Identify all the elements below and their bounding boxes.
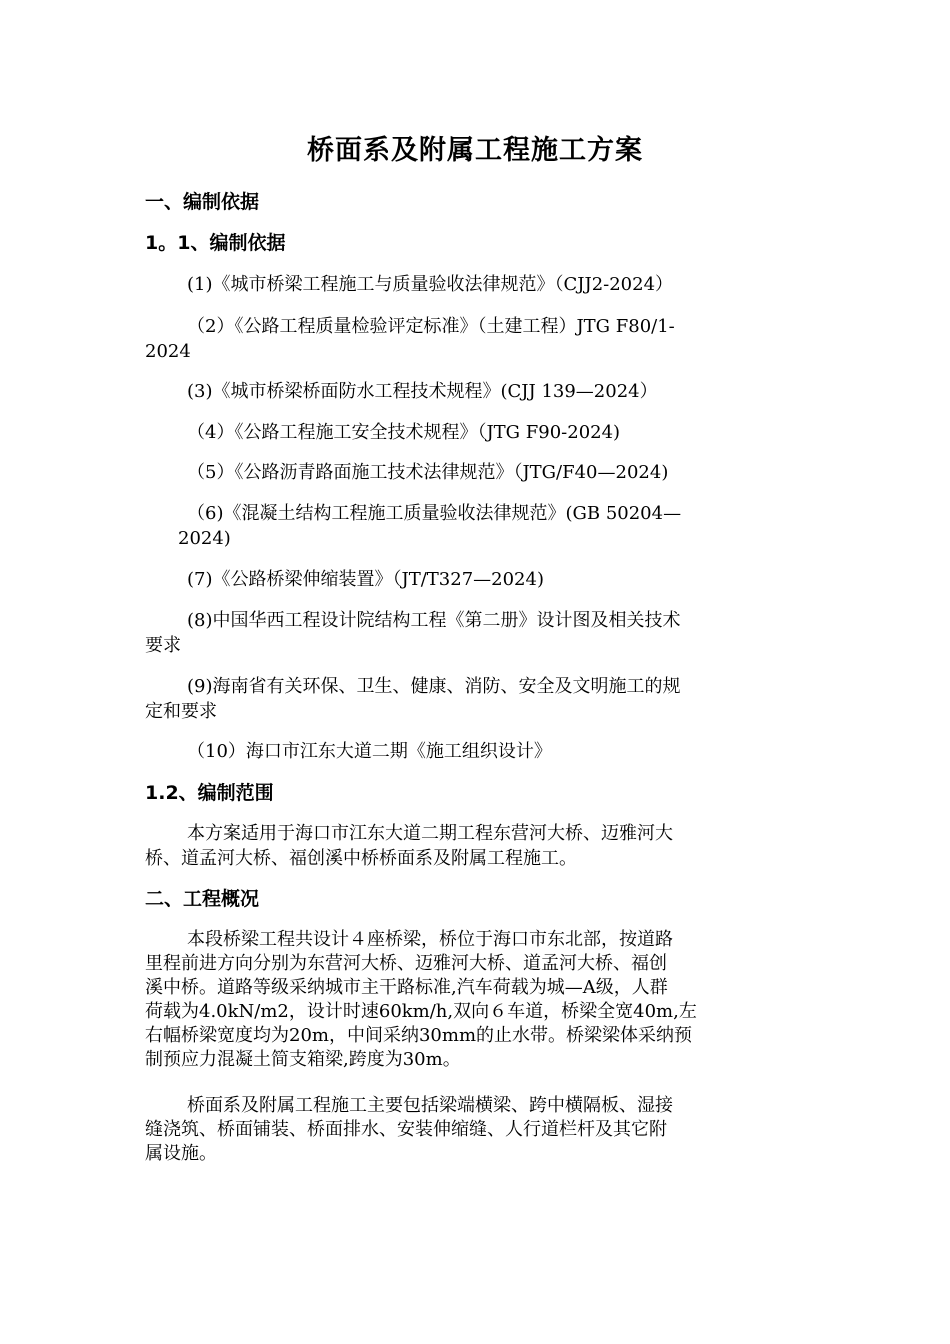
overview-paragraph-2-line-2: 缝浇筑、桥面铺装、桥面排水、安装伸缩缝、人行道栏杆及其它附 [145, 1119, 667, 1140]
section-heading-basis: 一、编制依据 [145, 191, 260, 213]
reference-item-3: (3)《城市桥梁桥面防水工程技术规程》(CJJ 139—2024） [187, 381, 658, 402]
reference-item-5: （5）《公路沥青路面施工技术法律规范》（JTG/F40—2024) [187, 462, 669, 483]
overview-paragraph-1-line-1: 本段桥梁工程共设计４座桥梁，桥位于海口市东北部，按道路 [187, 929, 673, 950]
reference-item-8: (8)中国华西工程设计院结构工程《第二册》设计图及相关技术 [187, 610, 681, 631]
overview-paragraph-1-line-3: 溪中桥。道路等级采纳城市主干路标准,汽车荷载为城—A级，人群 [145, 977, 668, 998]
reference-item-2-cont: 2024 [145, 341, 191, 362]
scope-paragraph-line-2: 桥、道孟河大桥、福创溪中桥桥面系及附属工程施工。 [145, 848, 577, 869]
scope-paragraph-line-1: 本方案适用于海口市江东大道二期工程东营河大桥、迈雅河大 [187, 823, 673, 844]
reference-item-6-cont: 2024) [178, 528, 231, 549]
overview-paragraph-1-line-2: 里程前进方向分别为东营河大桥、迈雅河大桥、道孟河大桥、福创 [145, 953, 667, 974]
overview-paragraph-1-line-4: 荷载为4.0kN/m2，设计时速60km/h,双向６车道，桥梁全宽40m,左 [145, 1001, 697, 1022]
reference-item-4: （4）《公路工程施工安全技术规程》（JTG F90-2024) [187, 422, 621, 443]
document-title: 桥面系及附属工程施工方案 [307, 135, 643, 166]
reference-item-9: (9)海南省有关环保、卫生、健康、消防、安全及文明施工的规 [187, 676, 681, 697]
section-heading-overview: 二、工程概况 [145, 888, 260, 910]
overview-paragraph-1-line-5: 右幅桥梁宽度均为20m，中间采纳30mm的止水带。桥梁梁体采纳预 [145, 1025, 693, 1046]
reference-item-7: (7)《公路桥梁伸缩装置》（JT/T327—2024) [187, 569, 544, 590]
reference-item-8-cont: 要求 [145, 635, 181, 656]
reference-item-1: (1)《城市桥梁工程施工与质量验收法律规范》（CJJ2-2024） [187, 274, 674, 295]
overview-paragraph-2-line-1: 桥面系及附属工程施工主要包括梁端横梁、跨中横隔板、湿接 [187, 1095, 673, 1116]
overview-paragraph-1-line-6: 制预应力混凝土简支箱梁,跨度为30m。 [145, 1049, 461, 1070]
overview-paragraph-2-line-3: 属设施。 [145, 1143, 217, 1164]
subsection-heading-basis: 1。1、编制依据 [145, 232, 286, 254]
reference-item-9-cont: 定和要求 [145, 701, 217, 722]
subsection-heading-scope: 1.2、编制范围 [145, 782, 274, 804]
reference-item-6: （6)《混凝土结构工程施工质量验收法律规范》(GB 50204— [187, 503, 682, 524]
reference-item-10: （10）海口市江东大道二期《施工组织设计》 [187, 741, 552, 762]
reference-item-2: （2）《公路工程质量检验评定标准》（土建工程）JTG F80/1- [187, 316, 675, 337]
